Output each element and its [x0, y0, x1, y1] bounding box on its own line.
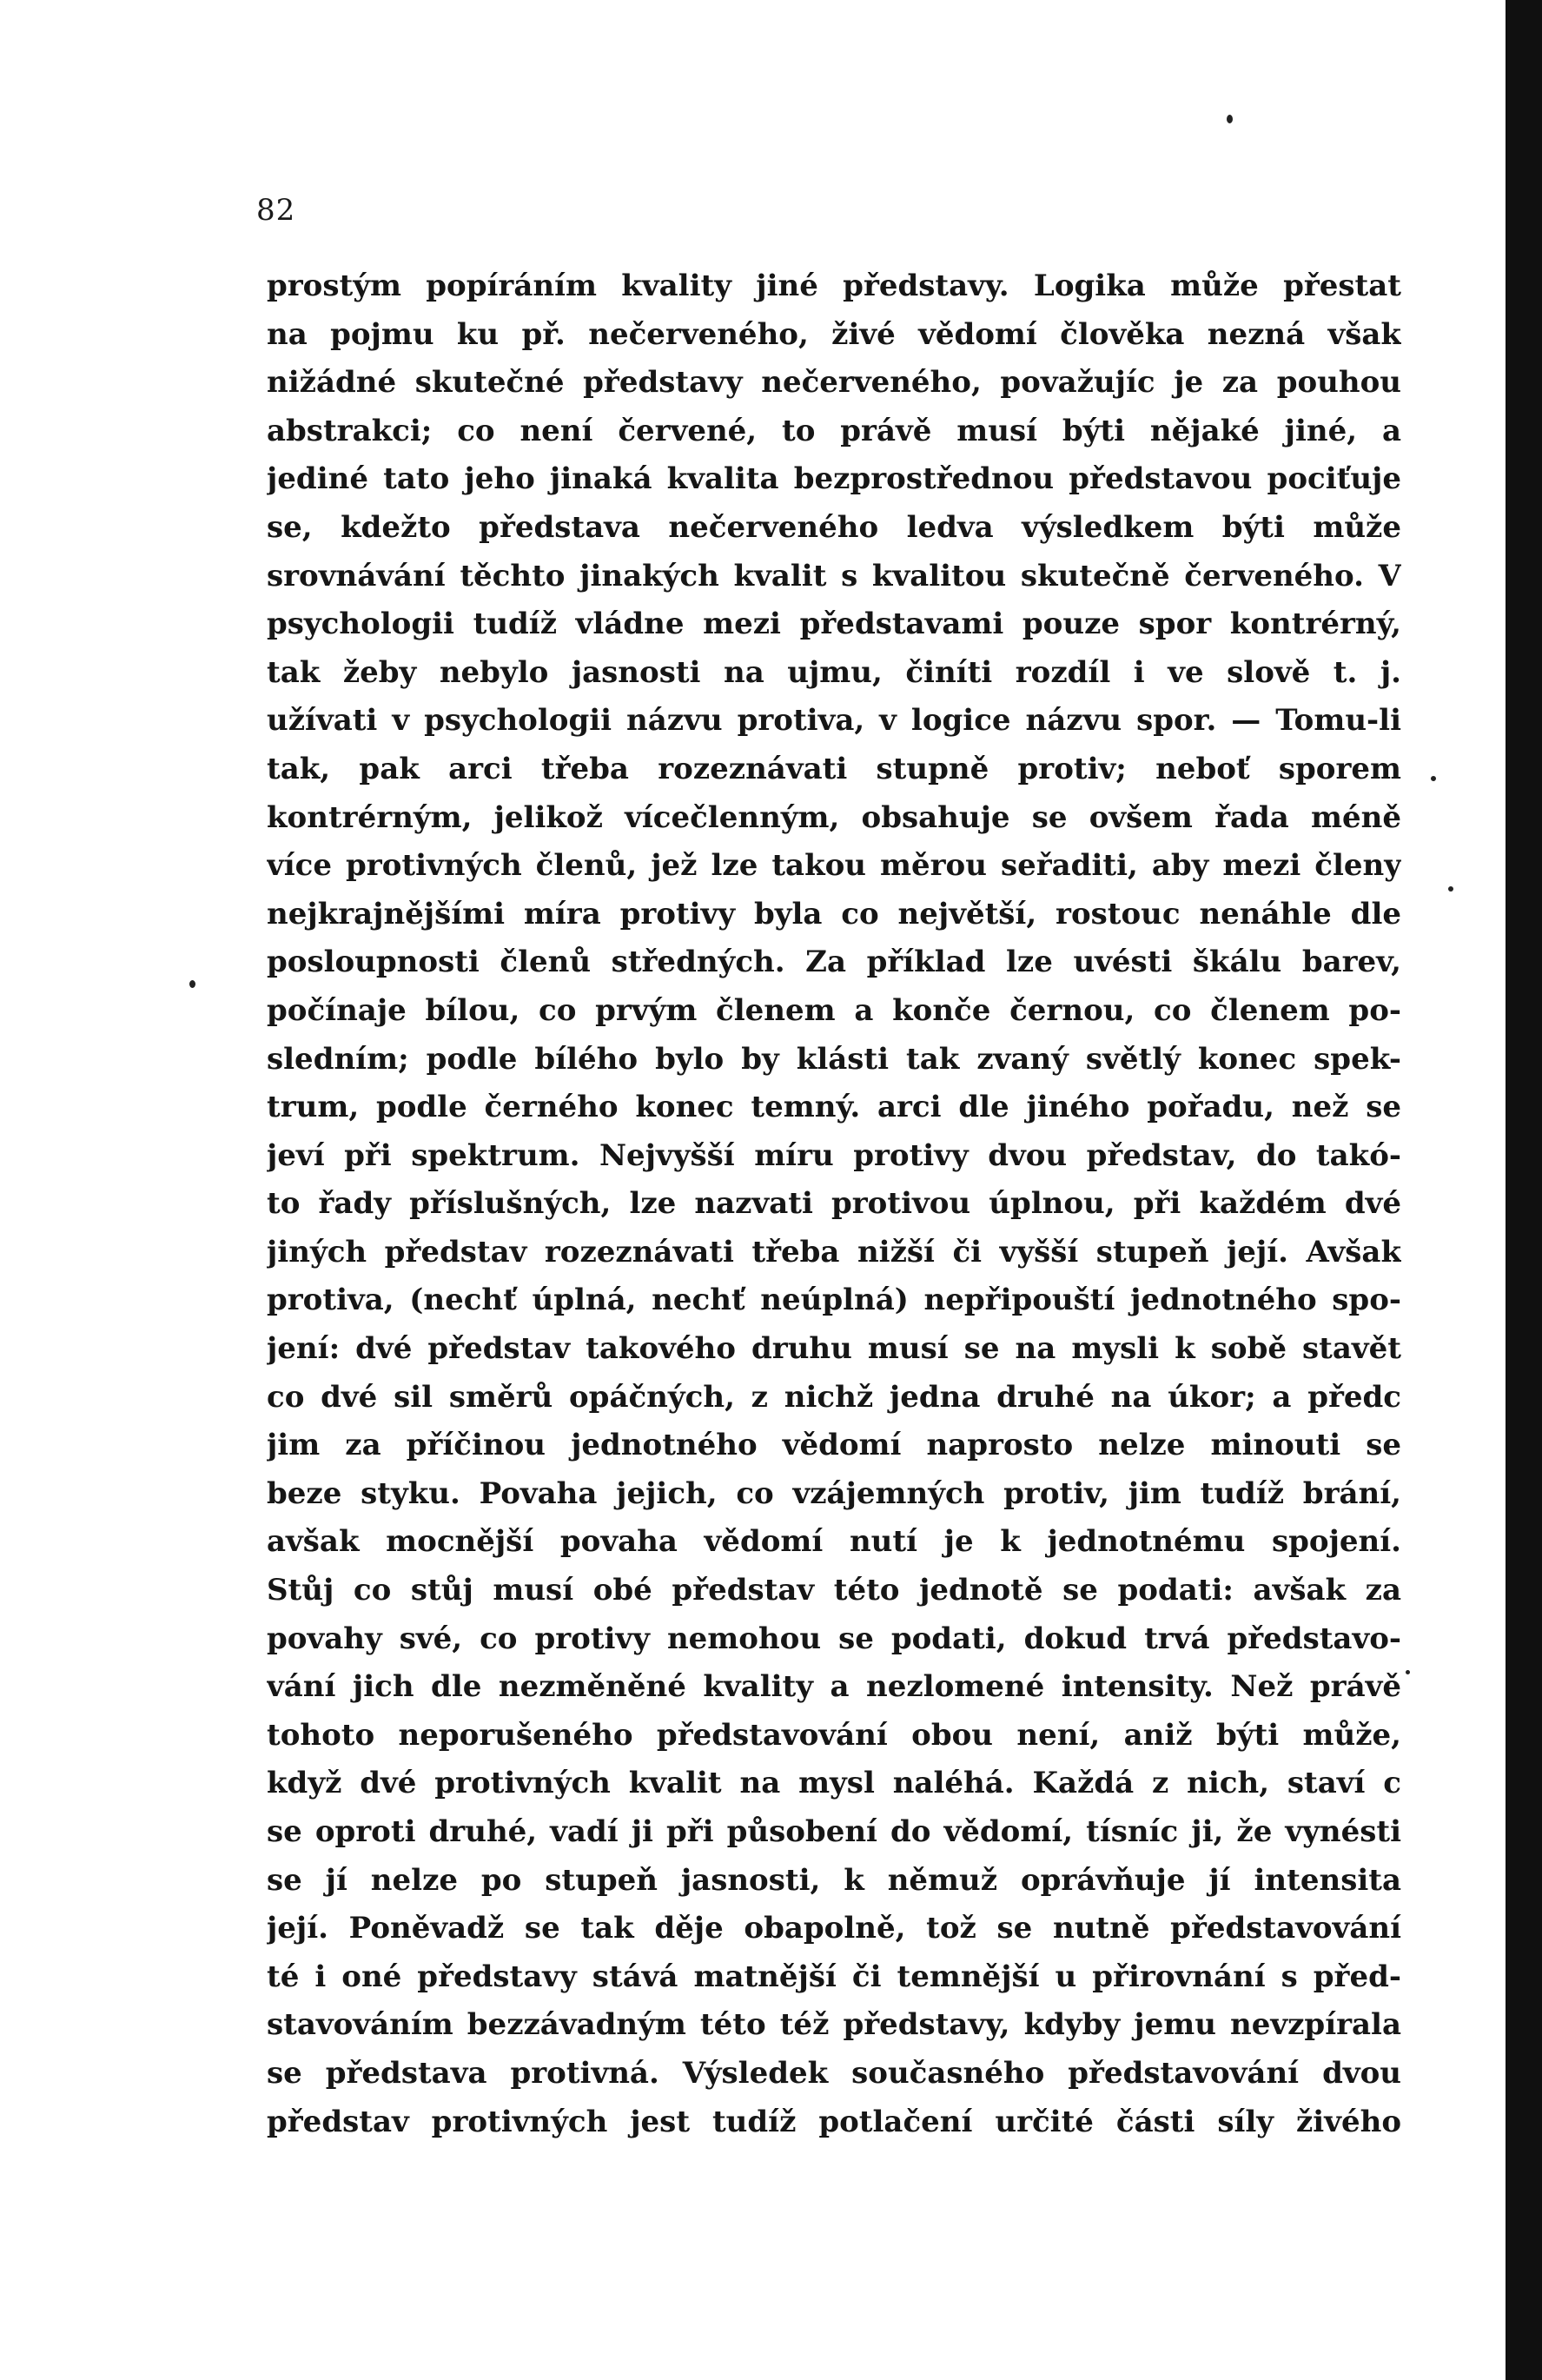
text-line: avšak mocnější povaha vědomí nutí je k jednotnému spojení. — [267, 1524, 1401, 1560]
text-line: počínaje bílou, co prvým členem a konče černou, co členem po- — [267, 992, 1401, 1028]
text-line: více protivných členů, jež lze takou měrou seřaditi, aby mezi členy — [267, 848, 1401, 884]
text-line: jediné tato jeho jinaká kvalita bezprostřednou představou pociťuje — [267, 461, 1401, 497]
ink-speck — [1406, 1670, 1410, 1674]
text-line: trum, podle černého konec temný. arci dle jiného pořadu, než se — [267, 1090, 1401, 1125]
text-line: jení: dvé představ takového druhu musí se na mysli k sobě stavět — [267, 1331, 1401, 1367]
text-line: vání jich dle nezměněné kvality a nezlomené intensity. Než právě — [267, 1669, 1401, 1705]
text-line: beze styku. Povaha jejich, co vzájemných protiv, jim tudíž brání, — [267, 1475, 1401, 1511]
page-number: 82 — [256, 193, 296, 228]
text-line: to řady příslušných, lze nazvati protivou úplnou, při každém dvé — [267, 1186, 1401, 1222]
page-edge — [1506, 0, 1542, 2380]
body-text — [267, 262, 1401, 2146]
text-line: Stůj co stůj musí obé představ této jednotě se podati: avšak za — [267, 1573, 1401, 1608]
ink-speck — [1431, 776, 1436, 781]
text-line: srovnávání těchto jinakých kvalit s kvalitou skutečně červeného. V — [267, 558, 1401, 593]
text-line: nejkrajnějšími míra protivy byla co největší, rostouc nenáhle dle — [267, 896, 1401, 931]
text-line: tak žeby nebylo jasnosti na ujmu, činíti rozdíl i ve slově t. j. — [267, 654, 1401, 690]
text-line: jim za příčinou jednotného vědomí naprosto nelze minouti se — [267, 1428, 1401, 1463]
text-line: abstrakci; co není červené, to právě musí býti nějaké jiné, a — [267, 413, 1401, 448]
ink-speck — [189, 980, 195, 988]
text-line: co dvé sil směrů opáčných, z nichž jedna druhé na úkor; a předc — [267, 1379, 1401, 1415]
text-line: se jí nelze po stupeň jasnosti, k němuž oprávňuje jí intensita — [267, 1862, 1401, 1898]
text-line: nižádné skutečné představy nečerveného, považujíc je za pouhou — [267, 365, 1401, 401]
text-line: kontrérným, jelikož vícečlenným, obsahuje se ovšem řada méně — [267, 799, 1401, 835]
text-line: sledním; podle bílého bylo by klásti tak zvaný světlý konec spek- — [267, 1041, 1401, 1077]
text-line: představ protivných jest tudíž potlačení určité části síly živého — [267, 2104, 1401, 2139]
text-line: užívati v psychologii názvu protiva, v logice názvu spor. — Tomu-li — [267, 703, 1401, 739]
text-line: jiných představ rozeznávati třeba nižší či vyšší stupeň její. Avšak — [267, 1234, 1401, 1270]
text-line: stavováním bezzávadným této též představy, kdyby jemu nevzpírala — [267, 2007, 1401, 2043]
text-line: se, kdežto představa nečerveného ledva výsledkem býti může — [267, 509, 1401, 545]
ink-speck — [1448, 886, 1453, 892]
text-line: tohoto neporušeného představování obou není, aniž býti může, — [267, 1717, 1401, 1753]
ink-speck — [1227, 115, 1233, 123]
text-line: na pojmu ku př. nečerveného, živé vědomí člověka nezná však — [267, 316, 1401, 352]
text-line: té i oné představy stává matnější či temnější u přirovnání s před- — [267, 1959, 1401, 1994]
text-line: se oproti druhé, vadí ji při působení do vědomí, tísníc ji, že vynésti — [267, 1814, 1401, 1849]
text-line: protiva, (nechť úplná, nechť neúplná) nepřipouští jednotného spo- — [267, 1283, 1401, 1318]
text-line: psychologii tudíž vládne mezi představami pouze spor kontrérný, — [267, 607, 1401, 642]
text-line: se představa protivná. Výsledek současného představování dvou — [267, 2055, 1401, 2091]
text-line: když dvé protivných kvalit na mysl naléhá. Každá z nich, staví c — [267, 1766, 1401, 1801]
text-line: posloupnosti členů středných. Za příklad lze uvésti škálu barev, — [267, 945, 1401, 980]
text-line: prostým popíráním kvality jiné představy. Logika může přestat — [267, 268, 1401, 303]
text-line: jeví při spektrum. Nejvyšší míru protivy dvou představ, do takó- — [267, 1137, 1401, 1173]
text-line: její. Poněvadž se tak děje obapolně, tož se nutně představování — [267, 1911, 1401, 1946]
text-line: tak, pak arci třeba rozeznávati stupně protiv; neboť sporem — [267, 751, 1401, 786]
text-line: povahy své, co protivy nemohou se podati, dokud trvá představo- — [267, 1621, 1401, 1656]
